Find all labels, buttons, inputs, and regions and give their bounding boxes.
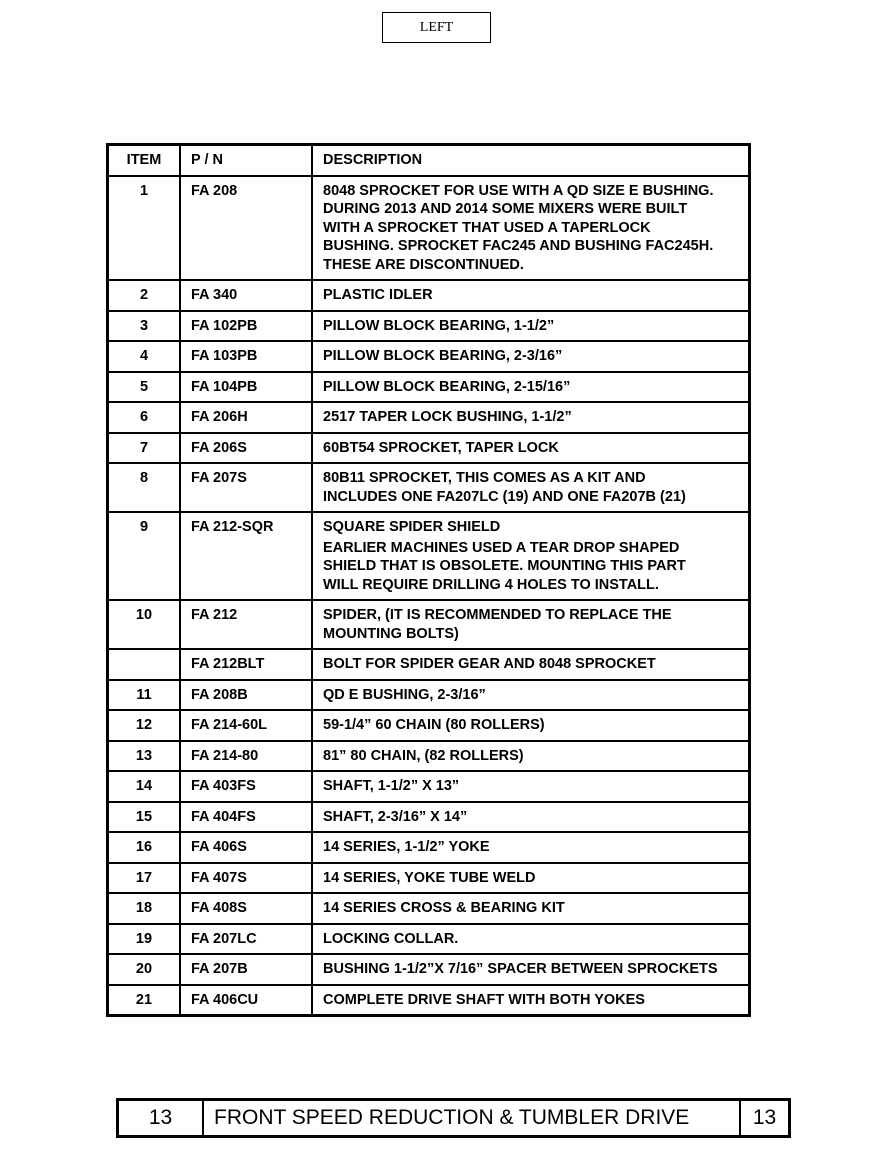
- description-cell: [312, 741, 750, 772]
- table-row: [108, 832, 750, 863]
- part-number-cell: FA 206H: [180, 402, 312, 433]
- description-cell: [312, 710, 750, 741]
- part-number-cell: FA 212: [180, 600, 312, 649]
- description-line: QD E BUSHING, 2-3/16”: [323, 686, 486, 703]
- table-row: [108, 600, 750, 649]
- item-number-cell: 14: [108, 771, 181, 802]
- description-line: 14 SERIES, YOKE TUBE WELD: [323, 869, 536, 886]
- description-line: PILLOW BLOCK BEARING, 2-15/16”: [323, 378, 571, 395]
- description-cell: [312, 433, 750, 464]
- part-number-cell: FA 340: [180, 280, 312, 311]
- part-number-cell: FA 406CU: [180, 985, 312, 1016]
- header-item: ITEM: [108, 145, 181, 176]
- description-cell: [312, 176, 750, 281]
- item-number-cell: 19: [108, 924, 181, 955]
- part-number-cell: FA 403FS: [180, 771, 312, 802]
- description-line: PILLOW BLOCK BEARING, 2-3/16”: [323, 348, 563, 364]
- description-line: WITH A SPROCKET THAT USED A TAPERLOCK: [323, 219, 651, 236]
- description-cell: [312, 463, 750, 512]
- table-row: [108, 863, 750, 894]
- part-number-cell: FA 212BLT: [180, 649, 312, 680]
- part-number-cell: FA 406S: [180, 832, 312, 863]
- part-number-cell: FA 207S: [180, 463, 312, 512]
- description-line: MOUNTING BOLTS): [323, 625, 459, 642]
- description-line: 60BT54 SPROCKET, TAPER LOCK: [323, 439, 559, 456]
- description-line: DURING 2013 AND 2014 SOME MIXERS WERE BUILT: [323, 201, 688, 217]
- description-cell: [312, 372, 750, 403]
- item-number-cell: 5: [108, 372, 181, 403]
- part-number-cell: FA 104PB: [180, 372, 312, 403]
- header-description: DESCRIPTION: [312, 145, 750, 176]
- parts-table: [106, 143, 751, 1017]
- description-line: LOCKING COLLAR.: [323, 930, 459, 947]
- description-cell: [312, 893, 750, 924]
- description-line: COMPLETE DRIVE SHAFT WITH BOTH YOKES: [323, 991, 645, 1008]
- description-cell: [312, 649, 750, 680]
- description-cell: [312, 512, 750, 600]
- parts-table-body: [108, 176, 750, 1016]
- description-line: 59-1/4” 60 CHAIN (80 ROLLERS): [323, 717, 545, 733]
- header-part-number: P / N: [180, 145, 312, 176]
- table-row: [108, 402, 750, 433]
- table-row: [108, 893, 750, 924]
- part-number-cell: FA 404FS: [180, 802, 312, 833]
- item-number-cell: 7: [108, 433, 181, 464]
- description-line: SHAFT, 2-3/16” X 14”: [323, 808, 468, 825]
- table-row: [108, 463, 750, 512]
- item-number-cell: 21: [108, 985, 181, 1016]
- description-line: 14 SERIES, 1-1/2” YOKE: [323, 839, 490, 855]
- item-number-cell: 8: [108, 463, 181, 512]
- description-line: WILL REQUIRE DRILLING 4 HOLES TO INSTALL.: [323, 576, 659, 593]
- table-row: [108, 512, 750, 600]
- table-row: [108, 954, 750, 985]
- description-line: INCLUDES ONE FA207LC (19) AND ONE FA207B (21): [323, 488, 686, 505]
- description-line: THESE ARE DISCONTINUED.: [323, 256, 524, 273]
- table-row: [108, 433, 750, 464]
- part-number-cell: FA 407S: [180, 863, 312, 894]
- description-line: PLASTIC IDLER: [323, 287, 433, 303]
- description-cell: [312, 402, 750, 433]
- description-cell: [312, 863, 750, 894]
- description-cell: [312, 600, 750, 649]
- part-number-cell: FA 208: [180, 176, 312, 281]
- item-number-cell: 6: [108, 402, 181, 433]
- description-line: 81” 80 CHAIN, (82 ROLLERS): [323, 747, 524, 764]
- table-row: [108, 176, 750, 281]
- item-number-cell: 18: [108, 893, 181, 924]
- item-number-cell: 2: [108, 280, 181, 311]
- description-cell: [312, 771, 750, 802]
- table-row: [108, 280, 750, 311]
- page-side-label: LEFT: [382, 12, 491, 43]
- item-number-cell: 17: [108, 863, 181, 894]
- table-row: [108, 924, 750, 955]
- table-row: [108, 802, 750, 833]
- description-cell: [312, 311, 750, 342]
- description-line: EARLIER MACHINES USED A TEAR DROP SHAPED: [323, 539, 680, 556]
- description-line: SQUARE SPIDER SHIELD: [323, 519, 501, 535]
- description-cell: [312, 832, 750, 863]
- table-row: [108, 680, 750, 711]
- footer-page-number-right: 13: [752, 1106, 777, 1129]
- item-number-cell: 12: [108, 710, 181, 741]
- description-line: SHAFT, 1-1/2” X 13”: [323, 778, 460, 794]
- part-number-cell: FA 408S: [180, 893, 312, 924]
- part-number-cell: FA 207B: [180, 954, 312, 985]
- item-number-cell: 16: [108, 832, 181, 863]
- table-row: [108, 372, 750, 403]
- part-number-cell: FA 207LC: [180, 924, 312, 955]
- item-number-cell: 4: [108, 341, 181, 372]
- table-row: [108, 710, 750, 741]
- description-line: SHIELD THAT IS OBSOLETE. MOUNTING THIS PART: [323, 558, 686, 574]
- part-number-cell: FA 206S: [180, 433, 312, 464]
- description-line: 14 SERIES CROSS & BEARING KIT: [323, 900, 565, 916]
- item-number-cell: 9: [108, 512, 181, 600]
- description-line: 8048 SPROCKET FOR USE WITH A QD SIZE E BUSHING.: [323, 182, 714, 199]
- item-number-cell: 15: [108, 802, 181, 833]
- description-line: PILLOW BLOCK BEARING, 1-1/2”: [323, 317, 555, 334]
- description-line: BOLT FOR SPIDER GEAR AND 8048 SPROCKET: [323, 656, 656, 672]
- description-line: BUSHING 1-1/2”X 7/16” SPACER BETWEEN SPROCKETS: [323, 961, 718, 977]
- part-number-cell: FA 214-60L: [180, 710, 312, 741]
- footer-section-title: FRONT SPEED REDUCTION & TUMBLER DRIVE: [204, 1101, 741, 1135]
- part-number-cell: FA 208B: [180, 680, 312, 711]
- part-number-cell: FA 103PB: [180, 341, 312, 372]
- item-number-cell: 20: [108, 954, 181, 985]
- item-number-cell: 1: [108, 176, 181, 281]
- table-row: [108, 341, 750, 372]
- table-row: [108, 741, 750, 772]
- description-cell: [312, 924, 750, 955]
- table-row: [108, 771, 750, 802]
- part-number-cell: FA 102PB: [180, 311, 312, 342]
- item-number-cell: 11: [108, 680, 181, 711]
- table-row: [108, 985, 750, 1016]
- description-cell: [312, 802, 750, 833]
- item-number-cell: 13: [108, 741, 181, 772]
- description-cell: [312, 985, 750, 1016]
- description-cell: [312, 280, 750, 311]
- item-number-cell: [108, 649, 181, 680]
- table-row: [108, 311, 750, 342]
- description-line: SPIDER, (IT IS RECOMMENDED TO REPLACE THE: [323, 607, 672, 623]
- description-cell: [312, 341, 750, 372]
- description-line: BUSHING. SPROCKET FAC245 AND BUSHING FAC245H.: [323, 238, 714, 254]
- description-cell: [312, 680, 750, 711]
- description-cell: [312, 954, 750, 985]
- table-header-row: [108, 145, 750, 176]
- part-number-cell: FA 214-80: [180, 741, 312, 772]
- table-row: [108, 649, 750, 680]
- item-number-cell: 3: [108, 311, 181, 342]
- part-number-cell: FA 212-SQR: [180, 512, 312, 600]
- footer-page-number-left: 13: [119, 1101, 204, 1135]
- item-number-cell: 10: [108, 600, 181, 649]
- description-line: 80B11 SPROCKET, THIS COMES AS A KIT AND: [323, 470, 646, 486]
- page-footer: [116, 1098, 791, 1138]
- description-line: 2517 TAPER LOCK BUSHING, 1-1/2”: [323, 409, 572, 425]
